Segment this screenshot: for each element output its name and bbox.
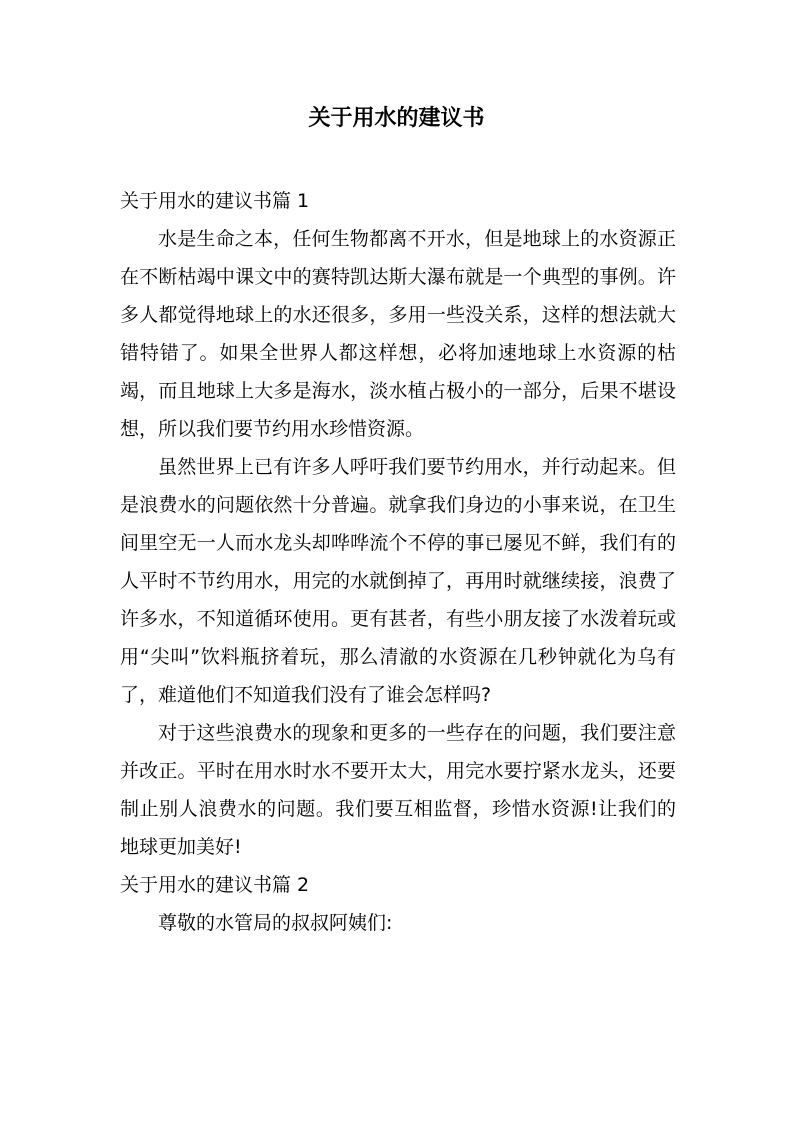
document-body (120, 182, 676, 942)
paragraph-1-1: 水是生命之本，任何生物都离不开水，但是地球上的水资源正在不断枯竭中课文中的赛特凯达斯大瀑布就是一个典型的事例。许多人都觉得地球上的水还很多，多用一些没关系，这样的想法就大错特错了。如果全世界人都这样想，必将加速地球上水资源的枯竭，而且地球上大多是海水，淡水植占极小的一部分，后果不堪设想，所以我们要节约用水珍惜资源。 (120, 228, 676, 440)
section-heading-1: 关于用水的建议书篇 1 (120, 190, 310, 212)
section-heading-2: 关于用水的建议书篇 2 (120, 874, 310, 896)
paragraph-2-1: 尊敬的水管局的叔叔阿姨们: (158, 912, 393, 934)
paragraph-1-3: 对于这些浪费水的现象和更多的一些存在的问题，我们要注意并改正。平时在用水时水不要开太大，用完水要拧紧水龙头，还要制止别人浪费水的问题。我们要互相监督，珍惜水资源!让我们的地球更加美好! (120, 722, 676, 858)
document-title: 关于用水的建议书 (308, 106, 485, 131)
paragraph-1-2: 虽然世界上已有许多人呼吁我们要节约用水，并行动起来。但是浪费水的问题依然十分普遍。就拿我们身边的小事来说，在卫生间里空无一人而水龙头却哗哗流个不停的事已屡见不鲜，我们有的人平时不节约用水，用完的水就倒掉了，再用时就继续接，浪费了许多水，不知道循环使用。更有甚者，有些小朋友接了水泼着玩或用“尖叫”饮料瓶挤着玩，那么清澈的水资源在几秒钟就化为乌有了，难道他们不知道我们没有了谁会怎样吗? (120, 456, 676, 706)
